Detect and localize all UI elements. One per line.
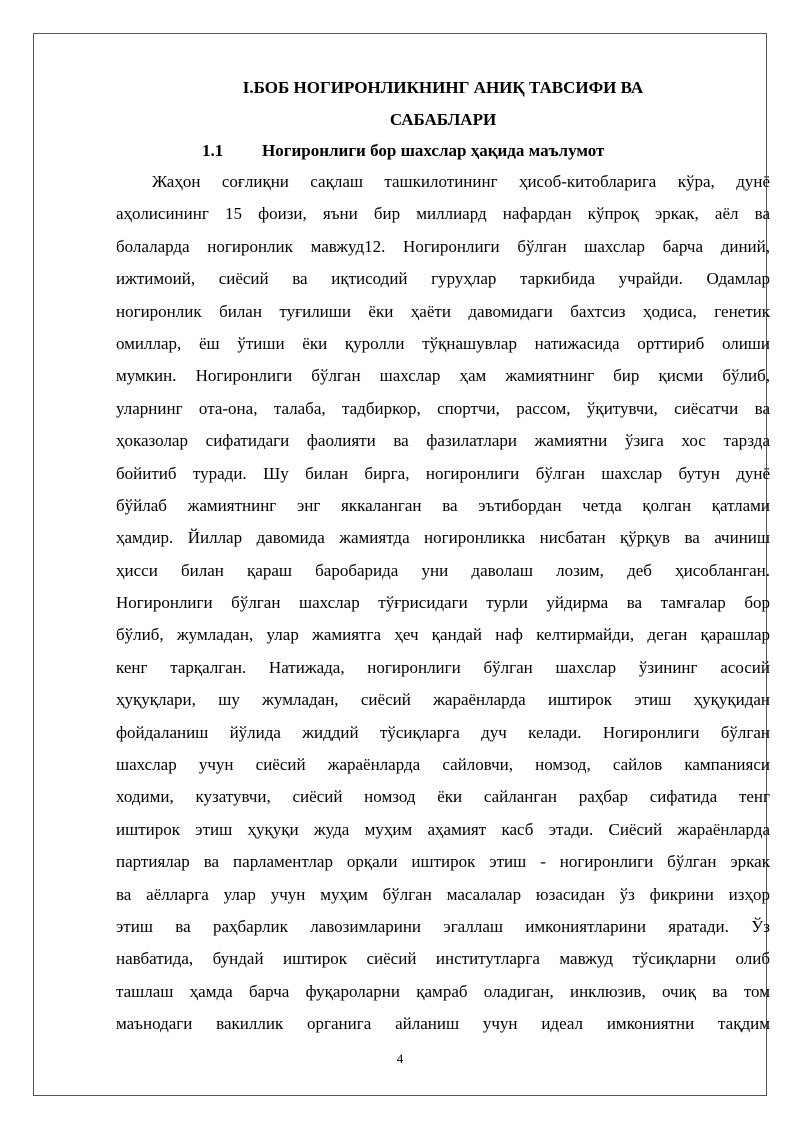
text-line: болаларда ногиронлик мавжуд12. Ногиронлиги бўлган шахслар барча диний,: [116, 236, 770, 256]
text-line: ҳисси билан қараш баробарида уни даволаш лозим, деб ҳисобланган.: [116, 560, 770, 580]
text-line: омиллар, ёш ўтиши ёки қуролли тўқнашувлар натижасида орттириб олиши: [116, 333, 770, 353]
text-line: Жаҳон соғлиқни сақлаш ташкилотининг ҳисоб-китобларига кўра, дунё: [152, 172, 770, 191]
text-line: маънодаги вакиллик органига айланиш учун идеал имкониятни тақдим: [116, 1014, 770, 1034]
text-line: фойдаланиш йўлида жиддий тўсиқларга дуч келади. Ногиронлиги бўлган: [116, 722, 770, 742]
text-line: партиялар ва парламентлар орқали иштирок этиш - ногиронлиги бўлган эркак: [116, 852, 770, 872]
text-line: ҳоказолар сифатидаги фаолияти ва фазилатлари жамиятни ўзига хос тарзда: [116, 431, 770, 451]
text-line: ходими, кузатувчи, сиёсий номзод ёки сайланган раҳбар сифатида тенг: [116, 787, 770, 807]
page-number: 4: [396, 1051, 404, 1066]
section-title: Ногиронлиги бор шахслар ҳақида маълумот: [262, 141, 605, 160]
text-line: этиш ва раҳбарлик лавозимларини эгаллаш имкониятларини яратади. Ўз: [116, 916, 770, 936]
text-line: уларнинг ота-она, талаба, тадбиркор, спортчи, рассом, ўқитувчи, сиёсатчи ва: [116, 398, 770, 418]
text-line: ҳамдир. Йиллар давомида жамиятда ногиронликка нисбатан қўрқув ва ачиниш: [116, 528, 770, 548]
text-line: иштирок этиш ҳуқуқи жуда муҳим аҳамият касб этади. Сиёсий жараёнларда: [116, 819, 770, 839]
text-line: бўлиб, жумладан, улар жамиятга ҳеч қандай наф келтирмайди, деган қарашлар: [116, 625, 770, 645]
text-line: ҳуқуқлари, шу жумладан, сиёсий жараёнларда иштирок этиш ҳуқуқидан: [116, 690, 770, 710]
text-line: ижтимоий, сиёсий ва иқтисодий гуруҳлар таркибида учрайди. Одамлар: [116, 269, 770, 289]
text-line: навбатида, бундай иштирок сиёсий институтларга мавжуд тўсиқларни олиб: [116, 949, 770, 969]
text-line: аҳолисининг 15 фоизи, яъни бир миллиард нафардан кўпроқ эркак, аёл ва: [116, 204, 770, 224]
text-line: ва аёлларга улар учун муҳим бўлган масалалар юзасидан ўз фикрини изҳор: [116, 884, 770, 904]
text-line: мумкин. Ногиронлиги бўлган шахслар ҳам жамиятнинг бир қисми бўлиб,: [116, 366, 770, 386]
section-number: 1.1: [202, 141, 224, 160]
chapter-title-line-1: I.БОБ НОГИРОНЛИКНИНГ АНИҚ ТАВСИФИ ВА: [242, 78, 644, 97]
body-paragraph: [116, 166, 770, 1041]
text-line: кенг тарқалган. Натижада, ногиронлиги бўлган шахслар ўзининг асосий: [116, 657, 770, 677]
text-line: ногиронлик билан туғилиши ёки ҳаёти давомидаги бахтсиз ҳодиса, генетик: [116, 301, 770, 321]
text-line: шахслар учун сиёсий жараёнларда сайловчи, номзод, сайлов кампанияси: [116, 755, 770, 775]
chapter-title-line-2: САБАБЛАРИ: [389, 110, 497, 129]
text-line: ташлаш ҳамда барча фуқароларни қамраб оладиган, инклюзив, очиқ ва том: [116, 981, 770, 1001]
section-heading: [202, 136, 770, 166]
text-line: бўйлаб жамиятнинг энг яккаланган ва эътибордан четда қолган қатлами: [116, 495, 770, 515]
text-line: Ногиронлиги бўлган шахслар тўғрисидаги турли уйдирма ва тамғалар бор: [116, 593, 770, 613]
document-body: [116, 72, 770, 1041]
text-line: бойитиб туради. Шу билан бирга, ногиронлиги бўлган шахслар бутун дунё: [116, 463, 770, 483]
